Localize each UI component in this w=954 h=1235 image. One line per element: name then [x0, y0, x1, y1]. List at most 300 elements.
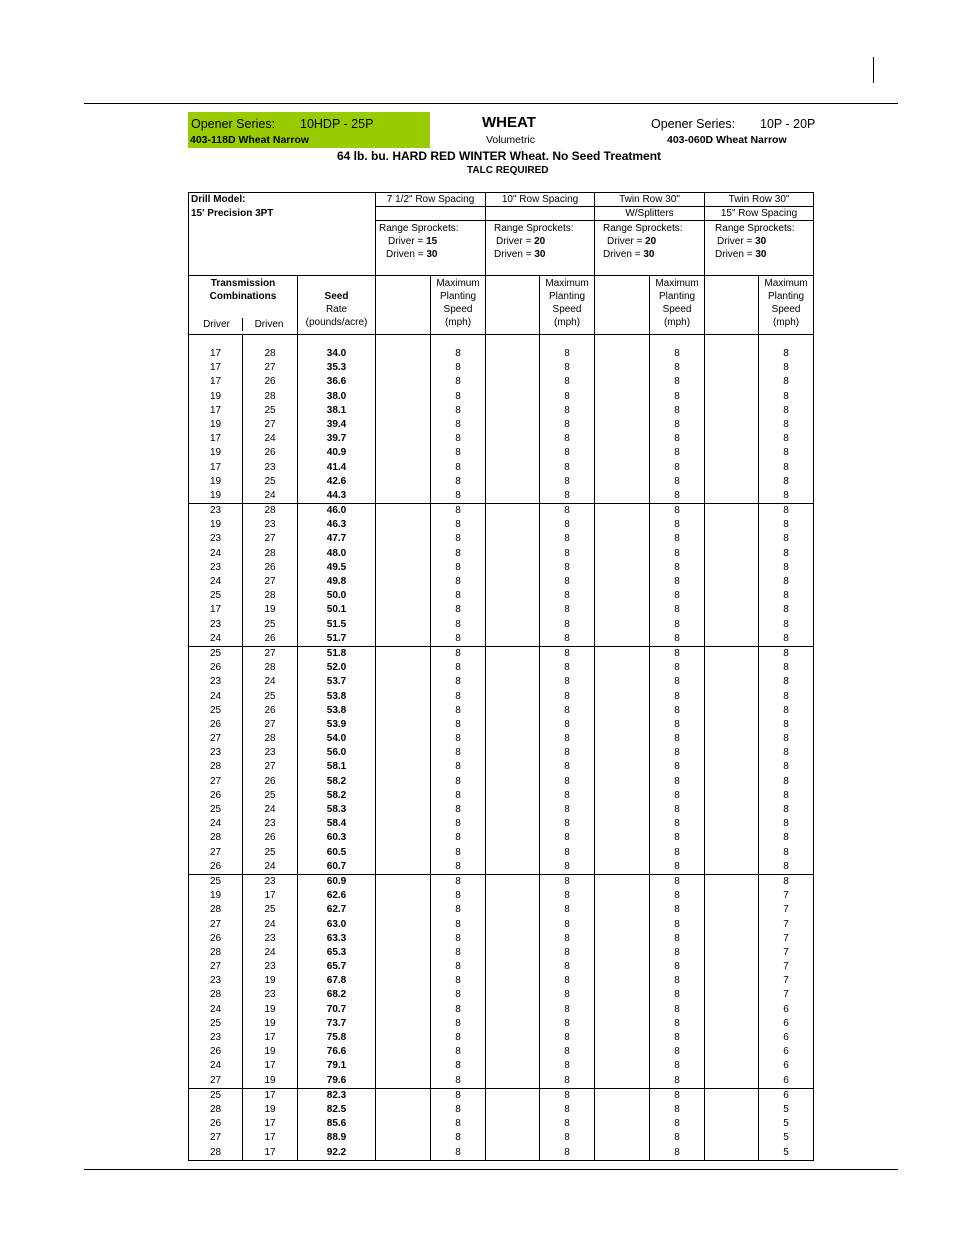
- spacer-cell: [486, 632, 540, 647]
- seed-rate-cell: 79.6: [298, 1074, 376, 1089]
- driver-cell: 17: [189, 603, 243, 617]
- speed-10-cell: 8: [540, 504, 595, 519]
- speed-twin-splitters-cell: 8: [650, 1088, 705, 1103]
- spacer-cell: [595, 603, 650, 617]
- spacer-cell: [595, 575, 650, 589]
- speed-twin-splitters-cell: 8: [650, 446, 705, 460]
- spacer-cell: [376, 675, 431, 689]
- driven-cell: 24: [243, 432, 298, 446]
- spacer-cell: [376, 375, 431, 389]
- spacer-cell: [486, 475, 540, 489]
- spacer-cell: [486, 974, 540, 988]
- driver-cell: 19: [189, 446, 243, 460]
- speed-twin-splitters-cell: 8: [650, 1074, 705, 1089]
- speed-header-3: [650, 276, 705, 335]
- speed-header-3-l4: (mph): [663, 317, 691, 328]
- speed-twin-15-cell: 8: [759, 390, 814, 404]
- spacer-cell: [595, 1017, 650, 1031]
- driven-cell: 24: [243, 918, 298, 932]
- speed-7-5-cell: 8: [431, 831, 486, 845]
- spacer-cell: [376, 518, 431, 532]
- table-row: [189, 361, 814, 375]
- spacer-cell: [705, 817, 759, 831]
- driven-cell: 23: [243, 932, 298, 946]
- spacer-cell: [486, 718, 540, 732]
- speed-twin-15-cell: 8: [759, 618, 814, 632]
- speed-10-cell: 8: [540, 817, 595, 831]
- spacer-cell: [376, 1031, 431, 1045]
- driven-cell: 24: [243, 860, 298, 875]
- spacer-cell: [376, 1074, 431, 1089]
- speed-10-cell: 8: [540, 1045, 595, 1059]
- spacer-cell: [376, 889, 431, 903]
- spacer-cell: [376, 432, 431, 446]
- speed-twin-15-cell: 7: [759, 960, 814, 974]
- driver-cell: 26: [189, 932, 243, 946]
- seed-rate-cell: 48.0: [298, 547, 376, 561]
- spacer-cell: [486, 589, 540, 603]
- spacer-cell: [486, 903, 540, 917]
- spacer-cell: [376, 1045, 431, 1059]
- sprockets-2-driven-label: Driven =: [494, 249, 532, 260]
- table-row: [189, 1103, 814, 1117]
- table-row: [189, 547, 814, 561]
- sprockets-2: [486, 221, 595, 262]
- transmission-header: [189, 276, 298, 335]
- speed-twin-15-cell: 8: [759, 532, 814, 546]
- spacer-cell: [486, 988, 540, 1002]
- speed-10-cell: 8: [540, 704, 595, 718]
- seed-rate-cell: 44.3: [298, 489, 376, 504]
- speed-7-5-cell: 8: [431, 1131, 486, 1145]
- speed-10-cell: 8: [540, 589, 595, 603]
- speed-twin-splitters-cell: 8: [650, 1146, 705, 1161]
- table-row: [189, 675, 814, 689]
- spacer-cell: [705, 960, 759, 974]
- driver-cell: 19: [189, 489, 243, 504]
- driver-cell: 17: [189, 361, 243, 375]
- spacer-cell: [376, 1146, 431, 1161]
- speed-twin-splitters-cell: 8: [650, 718, 705, 732]
- speed-twin-15-cell: 8: [759, 775, 814, 789]
- spacer-cell: [595, 760, 650, 774]
- spacer-cell: [376, 489, 431, 504]
- speed-7-5-cell: 8: [431, 446, 486, 460]
- driver-cell: 27: [189, 775, 243, 789]
- speed-twin-splitters-cell: 8: [650, 390, 705, 404]
- speed-10-cell: 8: [540, 432, 595, 446]
- speed-twin-15-cell: 7: [759, 946, 814, 960]
- driven-cell: 25: [243, 475, 298, 489]
- driver-cell: 19: [189, 889, 243, 903]
- spacer-cell: [376, 846, 431, 860]
- table-row: [189, 532, 814, 546]
- speed-10-cell: 8: [540, 446, 595, 460]
- speed-7-5-cell: 8: [431, 718, 486, 732]
- spacer-cell: [486, 532, 540, 546]
- table-row: [189, 1045, 814, 1059]
- spacer-cell: [595, 1103, 650, 1117]
- spacer-cell: [595, 1031, 650, 1045]
- speed-10-cell: 8: [540, 475, 595, 489]
- spacer-cell: [595, 846, 650, 860]
- spacer-cell: [376, 1088, 431, 1103]
- spacer-cell: [376, 789, 431, 803]
- spacer-cell: [705, 589, 759, 603]
- speed-twin-15-cell: 8: [759, 760, 814, 774]
- speed-7-5-cell: 8: [431, 903, 486, 917]
- bottom-rule: [84, 1169, 898, 1170]
- driver-cell: 26: [189, 789, 243, 803]
- speed-twin-splitters-cell: 8: [650, 375, 705, 389]
- driven-cell: 19: [243, 1017, 298, 1031]
- speed-7-5-cell: 8: [431, 603, 486, 617]
- table-row: [189, 760, 814, 774]
- driver-cell: 23: [189, 561, 243, 575]
- speed-twin-splitters-cell: 8: [650, 361, 705, 375]
- speed-twin-splitters-cell: 8: [650, 404, 705, 418]
- driver-cell: 27: [189, 1131, 243, 1145]
- spacing-4-line2: 15" Row Spacing: [705, 207, 814, 221]
- table-row: [189, 918, 814, 932]
- spacer-cell: [705, 846, 759, 860]
- spacer-cell: [486, 1074, 540, 1089]
- spacer-cell: [376, 532, 431, 546]
- crop-title: WHEAT: [482, 114, 536, 131]
- speed-header-4-l4: (mph): [772, 317, 800, 328]
- speed-twin-splitters-cell: 8: [650, 704, 705, 718]
- spacer-cell: [376, 704, 431, 718]
- speed-10-cell: 8: [540, 1059, 595, 1073]
- spacer-cell: [595, 960, 650, 974]
- driver-cell: 19: [189, 418, 243, 432]
- speed-twin-15-cell: 5: [759, 1131, 814, 1145]
- driver-cell: 17: [189, 347, 243, 361]
- seed-rate-cell: 62.7: [298, 903, 376, 917]
- speed-twin-15-cell: 5: [759, 1103, 814, 1117]
- speed-twin-15-cell: 8: [759, 404, 814, 418]
- seed-rate-cell: 68.2: [298, 988, 376, 1002]
- table-row: [189, 518, 814, 532]
- speed-twin-15-cell: 8: [759, 704, 814, 718]
- speed-10-cell: 8: [540, 803, 595, 817]
- speed-header-4: [759, 276, 814, 335]
- spacer-cell: [705, 1146, 759, 1161]
- table-row: [189, 432, 814, 446]
- speed-7-5-cell: 8: [431, 817, 486, 831]
- speed-twin-15-cell: 8: [759, 361, 814, 375]
- driven-cell: 23: [243, 960, 298, 974]
- speed-header-3-l1: Maximum: [655, 278, 699, 289]
- table-row: [189, 789, 814, 803]
- spacer-cell: [705, 603, 759, 617]
- driven-cell: 25: [243, 846, 298, 860]
- speed-7-5-cell: 8: [431, 1146, 486, 1161]
- seed-rate-cell: 53.8: [298, 690, 376, 704]
- seed-rate-cell: 54.0: [298, 732, 376, 746]
- spacer-cell: [486, 1117, 540, 1131]
- seed-rate-cell: 63.3: [298, 932, 376, 946]
- spacer-cell: [376, 1003, 431, 1017]
- driven-cell: 19: [243, 1074, 298, 1089]
- speed-7-5-cell: 8: [431, 1045, 486, 1059]
- driver-cell: 28: [189, 1146, 243, 1161]
- transmission-line2: Combinations: [209, 291, 277, 302]
- spacer-cell: [376, 831, 431, 845]
- speed-header-4-l2: Planting: [767, 291, 805, 302]
- driven-cell: 25: [243, 903, 298, 917]
- speed-twin-15-cell: 8: [759, 860, 814, 875]
- driven-cell: 28: [243, 390, 298, 404]
- spacer-cell: [705, 489, 759, 504]
- driver-cell: 24: [189, 575, 243, 589]
- speed-7-5-cell: 8: [431, 1103, 486, 1117]
- speed-twin-splitters-cell: 8: [650, 988, 705, 1002]
- driven-cell: 19: [243, 1103, 298, 1117]
- speed-10-cell: 8: [540, 988, 595, 1002]
- speed-7-5-cell: 8: [431, 732, 486, 746]
- spacer-cell: [486, 803, 540, 817]
- spacer-cell: [486, 404, 540, 418]
- spacer-cell: [595, 704, 650, 718]
- driven-cell: 28: [243, 504, 298, 519]
- seed-rate-cell: 70.7: [298, 1003, 376, 1017]
- driven-cell: 23: [243, 461, 298, 475]
- speed-7-5-cell: 8: [431, 432, 486, 446]
- driven-cell: 27: [243, 575, 298, 589]
- spacer-cell: [486, 661, 540, 675]
- spacer-cell: [705, 361, 759, 375]
- seed-rate-cell: 75.8: [298, 1031, 376, 1045]
- spacer-cell: [595, 988, 650, 1002]
- spacer-cell: [486, 960, 540, 974]
- table-row: [189, 618, 814, 632]
- spacer-cell: [705, 1003, 759, 1017]
- speed-10-cell: 8: [540, 846, 595, 860]
- driven-cell: 26: [243, 704, 298, 718]
- speed-10-cell: 8: [540, 946, 595, 960]
- sprockets-3-driver: 20: [645, 236, 657, 247]
- spacing-2-line1: 10" Row Spacing: [486, 193, 595, 207]
- table-row: [189, 1131, 814, 1145]
- speed-header-3-l3: Speed: [662, 304, 692, 315]
- spacer-cell: [595, 489, 650, 504]
- spacer-cell: [376, 603, 431, 617]
- spacer-cell: [705, 446, 759, 460]
- driven-cell: 19: [243, 1003, 298, 1017]
- speed-twin-15-cell: 8: [759, 646, 814, 661]
- spacer-cell: [486, 675, 540, 689]
- spacer-cell: [705, 974, 759, 988]
- speed-twin-splitters-cell: 8: [650, 1003, 705, 1017]
- spacer-cell: [376, 988, 431, 1002]
- spacer-cell: [595, 1074, 650, 1089]
- speed-10-cell: 8: [540, 690, 595, 704]
- speed-twin-splitters-cell: 8: [650, 760, 705, 774]
- table-row: [189, 946, 814, 960]
- speed-7-5-cell: 8: [431, 661, 486, 675]
- speed-7-5-cell: 8: [431, 988, 486, 1002]
- speed-header-2: [540, 276, 595, 335]
- speed-7-5-cell: 8: [431, 404, 486, 418]
- driven-cell: 23: [243, 988, 298, 1002]
- driver-cell: 17: [189, 461, 243, 475]
- speed-twin-splitters-cell: 8: [650, 603, 705, 617]
- speed-twin-splitters-cell: 8: [650, 960, 705, 974]
- speed-header-4-l3: Speed: [771, 304, 801, 315]
- driven-cell: 26: [243, 632, 298, 647]
- driven-cell: 17: [243, 1031, 298, 1045]
- transmission-line1: Transmission: [210, 278, 276, 289]
- spacer-cell: [595, 974, 650, 988]
- driven-cell: 27: [243, 646, 298, 661]
- spacer-cell: [486, 1003, 540, 1017]
- speed-twin-splitters-cell: 8: [650, 846, 705, 860]
- seed-rate-cell: 35.3: [298, 361, 376, 375]
- spacer-cell: [486, 760, 540, 774]
- spacer-cell: [595, 589, 650, 603]
- speed-header-1-l4: (mph): [444, 317, 472, 328]
- speed-10-cell: 8: [540, 1131, 595, 1145]
- speed-twin-15-cell: 8: [759, 418, 814, 432]
- spacer-cell: [705, 518, 759, 532]
- driven-cell: 27: [243, 361, 298, 375]
- spacer-cell: [376, 946, 431, 960]
- spacer-cell: [595, 1045, 650, 1059]
- speed-twin-15-cell: 8: [759, 789, 814, 803]
- spacer-cell: [705, 789, 759, 803]
- spacer-cell: [705, 632, 759, 647]
- spacer-cell: [595, 932, 650, 946]
- seed-rate-cell: 51.8: [298, 646, 376, 661]
- speed-10-cell: 8: [540, 561, 595, 575]
- sprockets-1-driven-label: Driven =: [386, 249, 424, 260]
- left-part-number: 403-118D Wheat Narrow: [190, 134, 310, 146]
- speed-header-1-l1: Maximum: [436, 278, 480, 289]
- speed-10-cell: 8: [540, 1088, 595, 1103]
- speed-7-5-cell: 8: [431, 461, 486, 475]
- table-row: [189, 704, 814, 718]
- speed-twin-15-cell: 8: [759, 846, 814, 860]
- table-row: [189, 1031, 814, 1045]
- spacer-cell: [705, 404, 759, 418]
- spacer-cell: [705, 775, 759, 789]
- seed-rate-cell: 62.6: [298, 889, 376, 903]
- seed-rate-table: [188, 192, 814, 1161]
- driven-cell: 28: [243, 732, 298, 746]
- speed-twin-splitters-cell: 8: [650, 675, 705, 689]
- speed-twin-splitters-cell: 8: [650, 860, 705, 875]
- spacer-cell: [376, 903, 431, 917]
- table-row: [189, 390, 814, 404]
- speed-10-cell: 8: [540, 632, 595, 647]
- driver-cell: 27: [189, 918, 243, 932]
- table-row: [189, 960, 814, 974]
- spacer-cell: [376, 475, 431, 489]
- speed-twin-splitters-cell: 8: [650, 489, 705, 504]
- table-row: [189, 889, 814, 903]
- seed-rate-cell: 49.5: [298, 561, 376, 575]
- speed-twin-15-cell: 6: [759, 1059, 814, 1073]
- driven-cell: 17: [243, 1059, 298, 1073]
- spacer-cell: [595, 860, 650, 875]
- table-row: [189, 831, 814, 845]
- spacer-cell: [705, 874, 759, 889]
- spacer-cell: [705, 860, 759, 875]
- spacing-1-line2: [376, 207, 486, 221]
- seed-rate-line3: (pounds/acre): [305, 317, 368, 328]
- talc-required: TALC REQUIRED: [467, 165, 549, 176]
- driver-cell: 25: [189, 704, 243, 718]
- driver-cell: 28: [189, 1103, 243, 1117]
- driver-cell: 26: [189, 860, 243, 875]
- speed-7-5-cell: 8: [431, 375, 486, 389]
- table-row: [189, 1117, 814, 1131]
- speed-7-5-cell: 8: [431, 918, 486, 932]
- driver-cell: 17: [189, 375, 243, 389]
- spacer-cell: [705, 946, 759, 960]
- sprockets-2-label: Range Sprockets:: [494, 223, 574, 234]
- seed-rate-cell: 60.3: [298, 831, 376, 845]
- seed-rate-cell: 52.0: [298, 661, 376, 675]
- spacer-cell: [705, 375, 759, 389]
- spacer-cell: [376, 817, 431, 831]
- speed-7-5-cell: 8: [431, 675, 486, 689]
- spacer-cell: [486, 390, 540, 404]
- table-row: [189, 446, 814, 460]
- sprockets-1-driver: 15: [426, 236, 438, 247]
- drill-model-value: 15' Precision 3PT: [189, 207, 376, 221]
- driver-cell: 26: [189, 1045, 243, 1059]
- speed-7-5-cell: 8: [431, 1117, 486, 1131]
- driver-cell: 24: [189, 547, 243, 561]
- spacer-cell: [705, 988, 759, 1002]
- driver-cell: 19: [189, 475, 243, 489]
- speed-10-cell: 8: [540, 418, 595, 432]
- spacer-cell: [705, 561, 759, 575]
- seed-rate-cell: 60.5: [298, 846, 376, 860]
- speed-twin-15-cell: 8: [759, 661, 814, 675]
- table-row: [189, 461, 814, 475]
- driver-cell: 28: [189, 946, 243, 960]
- seed-rate-cell: 34.0: [298, 347, 376, 361]
- speed-twin-splitters-cell: 8: [650, 690, 705, 704]
- spacer-cell: [595, 347, 650, 361]
- speed-7-5-cell: 8: [431, 803, 486, 817]
- seed-rate-cell: 53.7: [298, 675, 376, 689]
- table-row: [189, 603, 814, 617]
- spacer-cell: [595, 1088, 650, 1103]
- speed-twin-splitters-cell: 8: [650, 918, 705, 932]
- speed-twin-splitters-cell: 8: [650, 817, 705, 831]
- speed-7-5-cell: 8: [431, 561, 486, 575]
- spacer-cell: [376, 960, 431, 974]
- speed-twin-splitters-cell: 8: [650, 775, 705, 789]
- driver-cell: 25: [189, 1017, 243, 1031]
- seed-rate-cell: 51.7: [298, 632, 376, 647]
- table-row: [189, 974, 814, 988]
- spacer-cell: [486, 361, 540, 375]
- driven-cell: 17: [243, 1146, 298, 1161]
- seed-rate-cell: 58.1: [298, 760, 376, 774]
- driver-cell: 23: [189, 746, 243, 760]
- driver-cell: 23: [189, 618, 243, 632]
- table-row: [189, 903, 814, 917]
- sprockets-1-driver-label: Driver =: [388, 236, 424, 247]
- driven-cell: 17: [243, 889, 298, 903]
- seed-rate-cell: 88.9: [298, 1131, 376, 1145]
- driven-cell: 19: [243, 1045, 298, 1059]
